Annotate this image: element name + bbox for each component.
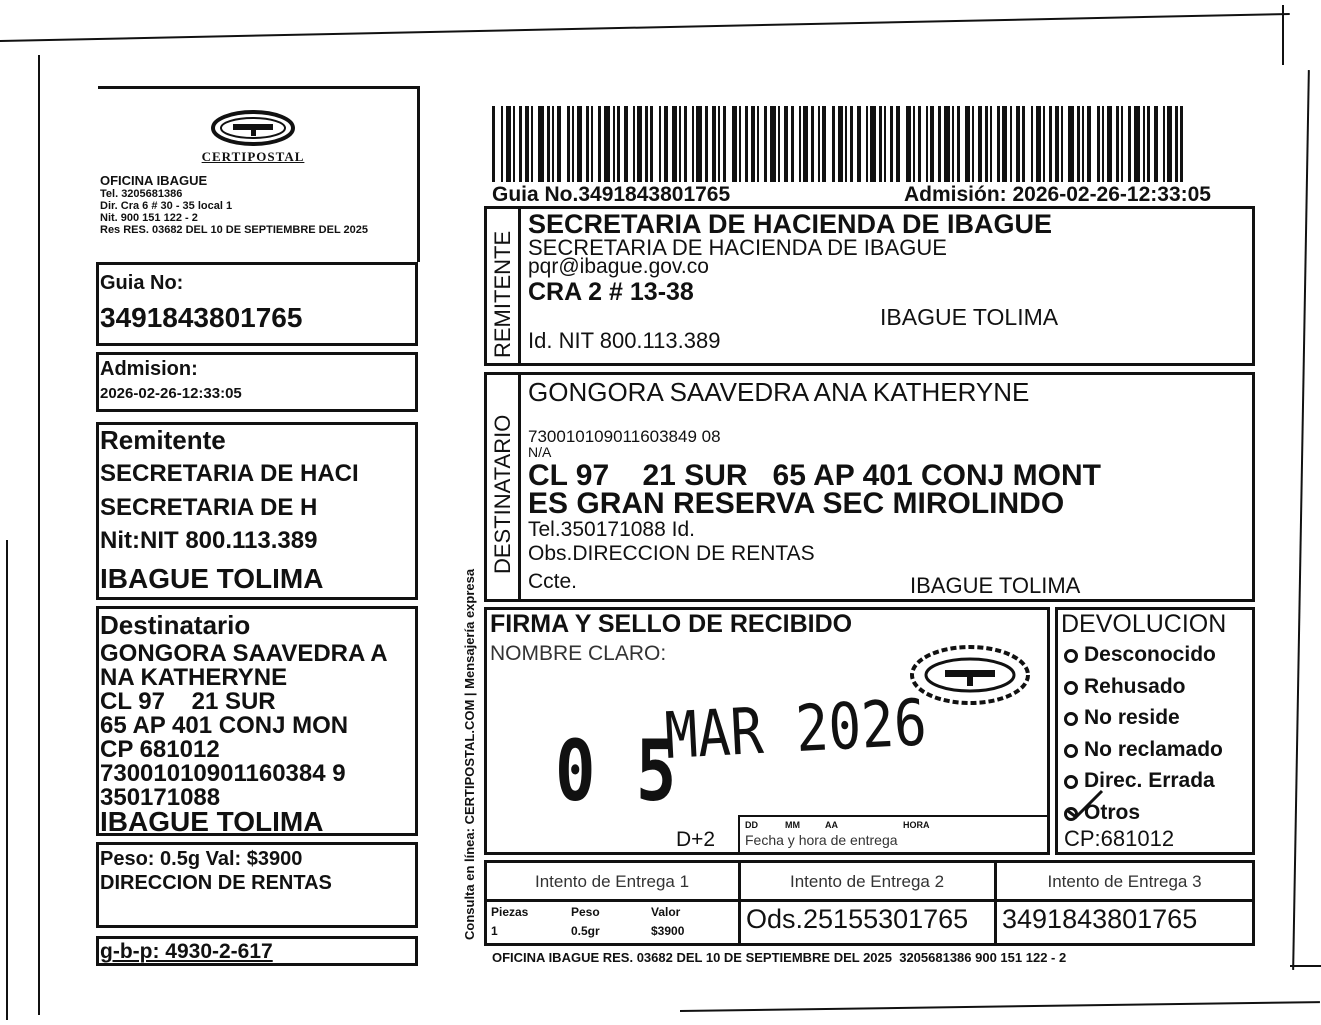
fecha-box-top — [738, 815, 1050, 817]
remitente-name2: SECRETARIA DE HACIENDA DE IBAGUE — [528, 235, 947, 260]
barcode-bar — [1107, 106, 1112, 182]
stub-remitente-line-4: IBAGUE TOLIMA — [100, 563, 324, 594]
remitente-nit: Id. NIT 800.113.389 — [528, 328, 721, 353]
barcode-bar — [838, 106, 843, 182]
barcode-bar — [617, 106, 620, 182]
remitente-side-label: REMITENTE — [490, 230, 515, 358]
summary-value-piezas: 1 — [491, 924, 498, 938]
scan-edge-left — [38, 55, 40, 1015]
barcode-bar — [547, 106, 550, 182]
firma-d-plus: D+2 — [676, 828, 716, 851]
barcode-bar — [811, 106, 814, 182]
barcode-bar — [751, 106, 755, 182]
barcode-bar — [784, 106, 788, 182]
remitente-address: CRA 2 # 13-38 — [528, 278, 694, 306]
barcode-bar — [598, 106, 601, 182]
office-tel: Tel. 3205681386 — [100, 188, 183, 200]
firma-title: FIRMA Y SELLO DE RECIBIDO — [490, 610, 853, 638]
barcode-bar — [944, 106, 950, 182]
barcode-bar — [645, 106, 648, 182]
summary-value-valor: $3900 — [651, 924, 685, 938]
barcode-bar — [1163, 106, 1165, 182]
barcode-bar — [692, 106, 694, 182]
remitente-city: IBAGUE TOLIMA — [880, 304, 1059, 330]
barcode-bar — [972, 106, 974, 182]
destinatario-address-1: CL 97 21 SUR 65 AP 401 CONJ MONT — [528, 459, 1101, 492]
barcode-bar — [866, 106, 868, 182]
summary-header-valor: Valor — [651, 905, 681, 919]
barcode-bar — [1102, 106, 1104, 182]
remitente-divider — [518, 206, 521, 366]
fecha-col-hora: HORA — [903, 820, 930, 830]
scan-edge-left-lower — [6, 540, 8, 1020]
barcode-bar — [567, 106, 570, 182]
intentos-row-divider — [484, 899, 1255, 902]
barcode-bar — [1121, 106, 1123, 182]
office-res: Res RES. 03682 DEL 10 DE SEPTIEMBRE DEL 2025 — [100, 224, 368, 236]
barcode-bar — [957, 106, 960, 182]
destinatario-code: 730010109011603849 08 — [528, 427, 721, 446]
fecha-col-aa: AA — [825, 820, 838, 830]
barcode-bar — [501, 106, 503, 182]
devolucion-option-no-reclamado[interactable]: No reclamado — [1064, 734, 1223, 766]
stub-remitente-line-3: Nit:NIT 800.113.389 — [100, 527, 318, 554]
firma-nombre: NOMBRE CLARO: — [490, 642, 667, 665]
barcode-bar — [1077, 106, 1080, 182]
stub-peso-line: Peso: 0.5g Val: $3900 — [100, 848, 303, 870]
radio-icon — [1064, 649, 1078, 663]
barcode-bar — [965, 106, 970, 182]
barcode-bar — [1055, 106, 1059, 182]
barcode-bar — [1022, 106, 1025, 182]
destinatario-city: IBAGUE TOLIMA — [910, 573, 1081, 598]
barcode-bar — [577, 106, 582, 182]
destinatario-address-2: ES GRAN RESERVA SEC MIROLINDO — [528, 487, 1065, 520]
stub-destinatario-title: Destinatario — [100, 610, 251, 640]
barcode-bar — [857, 106, 861, 182]
barcode-bar — [525, 106, 529, 182]
barcode-bar — [1116, 106, 1119, 182]
summary-guia: 3491843801765 — [1002, 904, 1198, 934]
firma-stamp-month-year: MAR 2026 — [663, 686, 929, 774]
barcode-bar — [633, 106, 635, 182]
devolucion-options — [1064, 639, 1223, 828]
barcode-bar — [913, 106, 915, 182]
barcode-bar — [679, 106, 681, 182]
barcode-bar — [712, 106, 716, 182]
stub-guia-label: Guia No: — [100, 272, 184, 294]
devolucion-option-otros[interactable]: Otros — [1064, 797, 1223, 829]
barcode-bar — [732, 106, 737, 182]
barcode-bar — [757, 106, 759, 182]
intento-3: Intento de Entrega 3 — [1047, 872, 1202, 891]
stub-dest-line-8: IBAGUE TOLIMA — [100, 806, 324, 837]
barcode-bar — [879, 106, 882, 182]
barcode-bar — [1061, 106, 1063, 182]
barcode-bar — [850, 106, 853, 182]
devolucion-cp: CP:681012 — [1064, 826, 1175, 851]
barcode-bar — [637, 106, 642, 182]
barcode-bar — [718, 106, 720, 182]
barcode-bar — [799, 106, 801, 182]
barcode-bar — [918, 106, 921, 182]
barcode-bar — [870, 106, 876, 182]
barcode-bar — [1002, 106, 1007, 182]
barcode-bar — [664, 106, 668, 182]
footer-text: OFICINA IBAGUE RES. 03682 DEL 10 DE SEPTIEMBRE DEL 2025 3205681386 900 151 122 - 2 — [492, 950, 1067, 965]
barcode-bar — [818, 106, 820, 182]
radio-icon — [1064, 744, 1078, 758]
barcode-bar — [1143, 106, 1145, 182]
radio-icon — [1064, 712, 1078, 726]
header-admision: Admisión: 2026-02-26-12:33:05 — [904, 183, 1211, 206]
barcode-bar — [985, 106, 988, 182]
barcode-bar — [557, 106, 561, 182]
barcode-bar — [990, 106, 992, 182]
barcode-bar — [764, 106, 767, 182]
stub-remitente-title: Remitente — [100, 425, 226, 455]
barcode-bar — [845, 106, 847, 182]
barcode-bar — [672, 106, 677, 182]
logo-text: CERTIPOSTAL — [201, 149, 305, 164]
barcode-bar — [803, 106, 808, 182]
stub-gbp: g-b-p: 4930-2-617 — [100, 940, 273, 963]
barcode-bar — [1082, 106, 1084, 182]
barcode-bar — [506, 106, 511, 182]
barcode-bar — [890, 106, 893, 182]
firma-stamp-day: 0 5 — [555, 722, 677, 820]
intento-1: Intento de Entrega 1 — [534, 872, 690, 891]
destinatario-tel: Tel.350171088 Id. — [528, 518, 695, 541]
barcode-bar — [1134, 106, 1140, 182]
barcode-bar — [586, 106, 589, 182]
office-dir: Dir. Cra 6 # 30 - 35 local 1 — [100, 200, 233, 212]
destinatario-name: GONGORA SAAVEDRA ANA KATHERYNE — [528, 377, 1030, 407]
stub-guia-value: 3491843801765 — [100, 302, 303, 333]
devolucion-option-rehusado[interactable]: Rehusado — [1064, 671, 1223, 703]
header-guia: Guia No.3491843801765 — [492, 183, 731, 206]
devolucion-option-no-reside[interactable]: No reside — [1064, 702, 1223, 734]
barcode-bar — [896, 106, 900, 182]
barcode-bar — [832, 106, 835, 182]
devolucion-option-desconocido[interactable]: Desconocido — [1064, 639, 1223, 671]
barcode-bar — [492, 106, 495, 182]
devolucion-title: DEVOLUCION — [1061, 610, 1227, 638]
barcode-bar — [1010, 106, 1012, 182]
barcode-bar — [745, 106, 748, 182]
scan-edge-bottom — [680, 1001, 1320, 1012]
barcode-bar — [884, 106, 886, 182]
scan-edge-right-2 — [1292, 70, 1310, 970]
barcode-bar — [659, 106, 661, 182]
barcode-bar — [791, 106, 794, 182]
barcode-bar — [696, 106, 702, 182]
barcode-bar — [513, 106, 515, 182]
barcode-bar — [952, 106, 954, 182]
destinatario-ccte: Ccte. — [528, 570, 578, 593]
barcode-bar — [926, 106, 928, 182]
summary-ods: Ods.25155301765 — [746, 904, 969, 934]
stub-admision-label: Admision: — [100, 358, 198, 380]
fecha-label: Fecha y hora de entrega — [745, 832, 898, 848]
fecha-box-left — [738, 815, 740, 855]
barcode-bar — [739, 106, 741, 182]
barcode-bar — [591, 106, 593, 182]
stub-dest-line-3: CL 97 21 SUR — [100, 688, 276, 715]
barcode-bar — [1128, 106, 1131, 182]
barcode-bar — [705, 106, 708, 182]
office-name: OFICINA IBAGUE — [100, 173, 208, 188]
stub-remitente-line-2: SECRETARIA DE H — [100, 494, 318, 521]
barcode-bar — [1175, 106, 1178, 182]
remitente-name: SECRETARIA DE HACIENDA DE IBAGUE — [528, 209, 1053, 239]
vertical-consulta-note: Consulta en línea: CERTIPOSTAL.COM | Mensajería expresa — [462, 568, 477, 940]
barcode-bar — [613, 106, 615, 182]
barcode-bar — [723, 106, 726, 182]
destinatario-side-label: DESTINATARIO — [490, 414, 515, 574]
barcode-bar — [624, 106, 628, 182]
barcode-bar — [1049, 106, 1052, 182]
barcode-bar — [650, 106, 653, 182]
barcode-bar — [684, 106, 687, 182]
stub-dest-line-1: GONGORA SAAVEDRA A — [100, 640, 388, 667]
barcode-bar — [770, 106, 776, 182]
checkmark-icon — [1066, 789, 1106, 819]
barcode-bar — [572, 106, 574, 182]
barcode-bar — [531, 106, 533, 182]
destinatario-divider — [518, 372, 521, 602]
barcode-bar — [906, 106, 911, 182]
barcode-bar — [1068, 106, 1074, 182]
devolucion-option-direc-errada[interactable]: Direc. Errada — [1064, 765, 1223, 797]
barcode-bar — [1043, 106, 1045, 182]
barcode-bar — [1167, 106, 1172, 182]
barcode-bar — [538, 106, 544, 182]
destinatario-obs: Obs.DIRECCION DE RENTAS — [528, 542, 815, 565]
office-nit: Nit. 900 151 122 - 2 — [100, 212, 198, 224]
stub-admision-value: 2026-02-26-12:33:05 — [100, 385, 242, 402]
stub-destinatario-lines — [100, 640, 460, 837]
stub-dest-line-2: NA KATHERYNE — [100, 664, 288, 691]
radio-icon — [1064, 775, 1078, 789]
barcode-bar — [938, 106, 941, 182]
barcode-bar — [930, 106, 934, 182]
barcode-bar — [1036, 106, 1041, 182]
scan-edge-right — [1282, 5, 1284, 65]
barcode-bar — [1016, 106, 1020, 182]
barcode-bar — [1097, 106, 1100, 182]
barcode-bar — [604, 106, 610, 182]
summary-header-piezas: Piezas — [491, 905, 529, 919]
stub-office-info — [100, 174, 490, 236]
guia-barcode — [492, 106, 1192, 182]
destinatario-na: N/A — [528, 444, 552, 460]
barcode-bar — [778, 106, 780, 182]
summary-header-peso: Peso — [571, 905, 600, 919]
fecha-col-dd: DD — [745, 820, 758, 830]
barcode-bar — [1147, 106, 1150, 182]
barcode-bar — [978, 106, 982, 182]
radio-icon — [1064, 681, 1078, 695]
stub-dest-line-5: CP 681012 — [100, 736, 220, 763]
stub-dest-line-7: 350171088 — [100, 784, 221, 811]
remitente-email: pqr@ibague.gov.co — [528, 255, 709, 278]
summary-value-peso: 0.5gr — [571, 924, 600, 938]
barcode-bar — [552, 106, 554, 182]
stub-direccion-line: DIRECCION DE RENTAS — [100, 872, 332, 894]
scan-edge-top — [0, 13, 1290, 42]
barcode-bar — [822, 106, 826, 182]
stub-remitente-line-1: SECRETARIA DE HACI — [100, 460, 359, 487]
stub-dest-line-6: 73001010901160384 9 — [100, 760, 346, 787]
stub-dest-line-4: 65 AP 401 CONJ MON — [100, 712, 349, 739]
intento-2: Intento de Entrega 2 — [789, 872, 945, 891]
barcode-bar — [997, 106, 1000, 182]
barcode-bar — [1031, 106, 1033, 182]
barcode-bar — [1154, 106, 1158, 182]
scan-edge-right-bottom — [1290, 965, 1321, 967]
barcode-bar — [519, 106, 522, 182]
fecha-col-mm: MM — [785, 820, 800, 830]
barcode-bar — [1180, 106, 1183, 182]
barcode-bar — [1087, 106, 1091, 182]
